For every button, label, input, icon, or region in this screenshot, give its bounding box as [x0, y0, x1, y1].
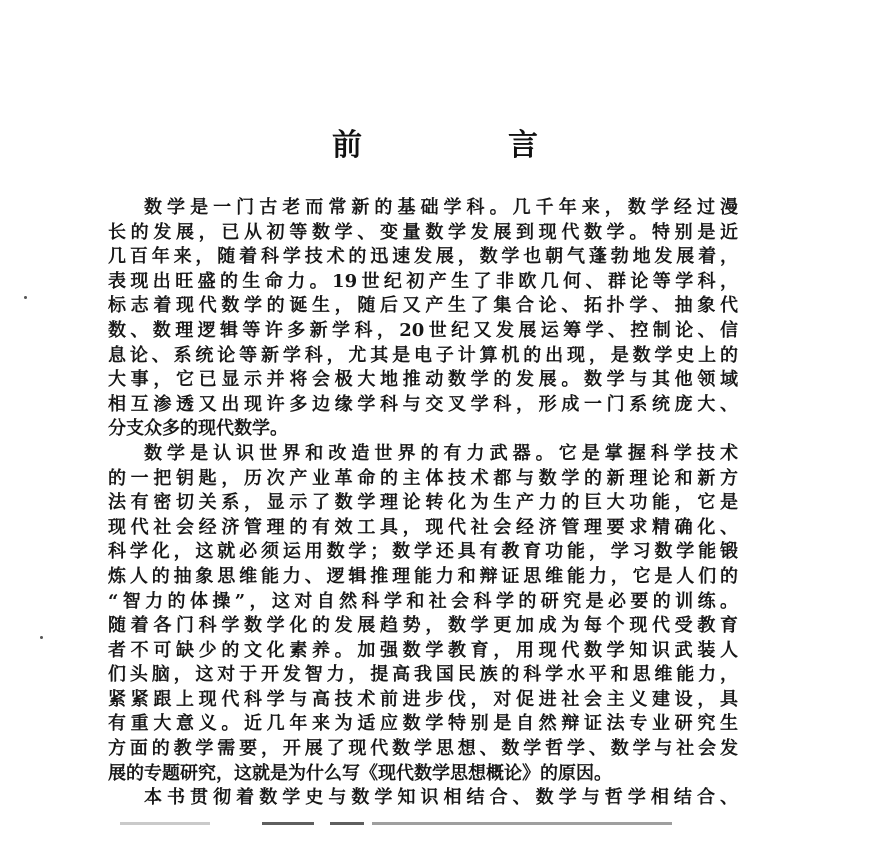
text-line: 标志着现代数学的诞生，随后又产生了集合论、拓扑学、抽象代 — [108, 295, 738, 317]
text-line: 炼人的抽象思维能力、逻辑推理能力和辩证思维能力，它是人们的 — [108, 565, 738, 587]
text-line: 方面的教学需要，开展了现代数学思想、数学哲学、数学与社会发 — [108, 738, 738, 760]
scan-smudge — [372, 822, 672, 825]
text-line: 展的专题研究，这就是为什么写《现代数学思想概论》的原因。 — [108, 762, 612, 784]
text-line: 表现出旺盛的生命力。19世纪初产生了非欧几何、群论等学科， — [108, 270, 738, 292]
text-line: 相互渗透又出现许多边缘学科与交叉学科，形成一门系统庞大、 — [108, 393, 738, 415]
text-line: 本书贯彻着数学史与数学知识相结合、数学与哲学相结合、 — [144, 787, 738, 809]
preface-body — [108, 196, 738, 811]
text-line: 法有密切关系，显示了数学理论转化为生产力的巨大功能，它是 — [108, 492, 738, 514]
text-line: 大事，它已显示并将会极大地推动数学的发展。数学与其他领域 — [108, 369, 738, 391]
text-line: 数、数理逻辑等许多新学科，20世纪又发展运筹学、控制论、信 — [108, 319, 738, 341]
text-line: 者不可缺少的文化素养。加强数学教育，用现代数学知识武装人 — [108, 639, 738, 661]
text-line: 长的发展，已从初等数学、变量数学发展到现代数学。特别是近 — [108, 221, 738, 243]
scan-speck — [40, 636, 43, 639]
text-line: 有重大意义。近几年来为适应数学特别是自然辩证法专业研究生 — [108, 713, 738, 735]
scan-smudge — [120, 822, 210, 825]
page-title: 前 言 — [332, 128, 596, 163]
scan-smudge — [262, 822, 314, 825]
text-line: 现代社会经济管理的有效工具，现代社会经济管理要求精确化、 — [108, 516, 738, 538]
text-line: 紧紧跟上现代科学与高技术前进步伐，对促进社会主义建设，具 — [108, 688, 738, 710]
text-line: “智力的体操”，这对自然科学和社会科学的研究是必要的训练。 — [108, 590, 738, 612]
text-line: 数学是认识世界和改造世界的有力武器。它是掌握科学技术 — [144, 442, 738, 464]
scan-speck — [24, 296, 27, 299]
text-line: 数学是一门古老而常新的基础学科。几千年来，数学经过漫 — [144, 197, 738, 218]
text-line: 息论、系统论等新学科，尤其是电子计算机的出现，是数学史上的 — [108, 344, 738, 366]
text-line: 的一把钥匙，历次产业革命的主体技术都与数学的新理论和新方 — [108, 467, 738, 489]
text-line: 分支众多的现代数学。 — [108, 418, 288, 440]
text-line: 们头脑，这对于开发智力，提高我国民族的科学水平和思维能力， — [108, 664, 738, 686]
text-line: 几百年来，随着科学技术的迅速发展，数学也朝气蓬勃地发展着， — [108, 246, 738, 268]
text-line: 科学化，这就必须运用数学；数学还具有教育功能，学习数学能锻 — [108, 541, 738, 563]
scan-smudge — [330, 822, 364, 825]
text-line: 随着各门科学数学化的发展趋势，数学更加成为每个现代受教育 — [108, 615, 738, 637]
